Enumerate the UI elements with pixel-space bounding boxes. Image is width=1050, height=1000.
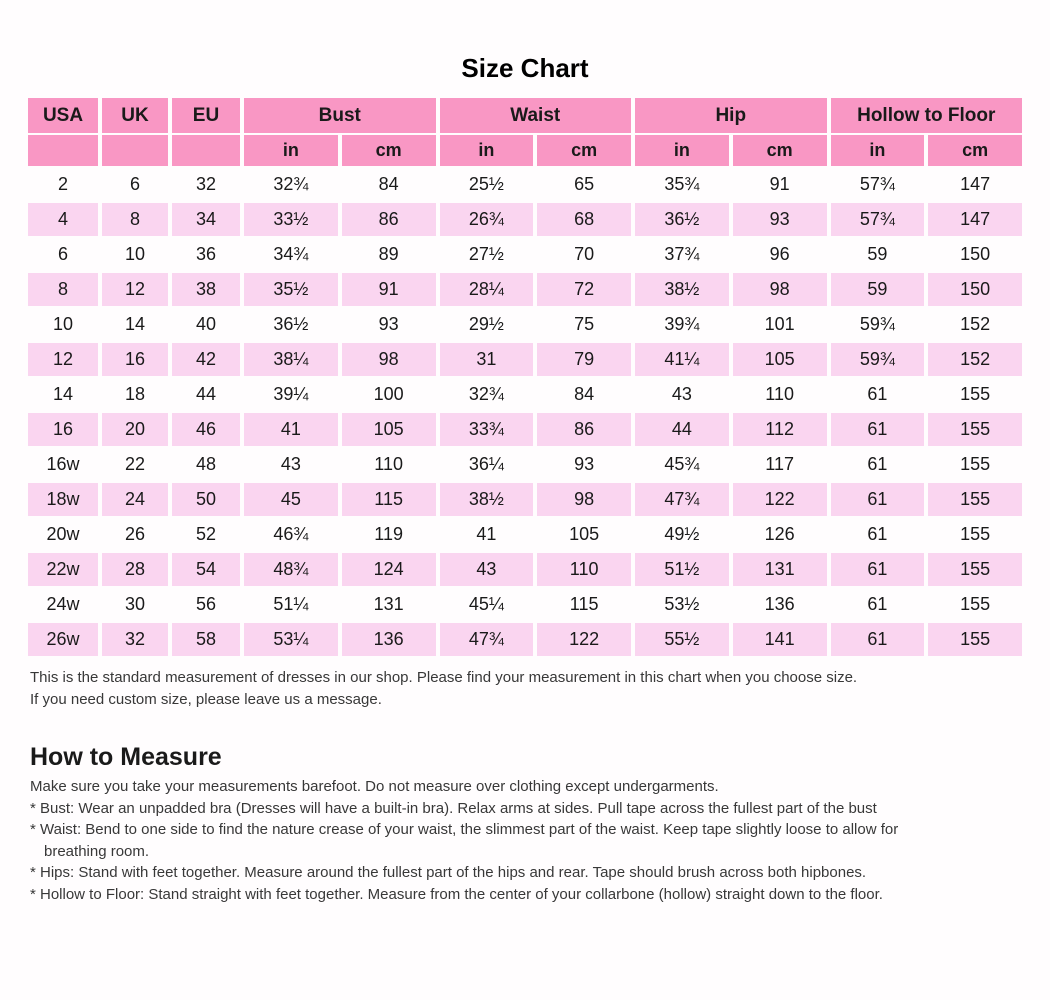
how-to-measure-heading: How to Measure (30, 743, 222, 771)
size-cell: 47¾ (635, 483, 729, 516)
size-cell: 110 (765, 384, 794, 404)
size-cell: 25½ (468, 174, 504, 194)
table-row (28, 553, 1022, 586)
size-cell: 27½ (468, 244, 504, 264)
size-cell: 2 (57, 174, 68, 194)
unit-header-in: in (635, 135, 729, 166)
size-cell: 37¾ (664, 244, 700, 264)
size-cell: 152 (960, 314, 991, 334)
size-cell: 49½ (664, 524, 700, 544)
size-cell: 39¼ (273, 384, 309, 404)
column-header-uk: UK (102, 98, 168, 133)
table-row (28, 343, 1022, 376)
size-cell: 36¼ (468, 454, 504, 474)
unit-header-cm: cm (733, 135, 827, 166)
size-cell: 30 (124, 594, 146, 614)
size-cell: 136 (342, 623, 436, 656)
size-cell: 16w (46, 454, 80, 474)
size-cell: 6 (129, 174, 140, 194)
size-cell: 122 (537, 623, 631, 656)
size-cell: 131 (373, 594, 404, 614)
table-row (28, 273, 1022, 306)
size-cell: 40 (195, 314, 217, 334)
size-cell: 110 (374, 454, 403, 474)
note-line-2: If you need custom size, please leave us a message. (30, 690, 382, 708)
table-row (28, 238, 1022, 271)
unit-header-cm: cm (342, 135, 436, 166)
size-cell: 61 (867, 594, 888, 614)
size-cell: 150 (928, 273, 1022, 306)
size-cell: 155 (960, 594, 991, 614)
size-cell: 55½ (635, 623, 729, 656)
column-header-hip: Hip (635, 98, 827, 133)
unit-header-cm: cm (537, 135, 631, 166)
size-cell: 131 (733, 553, 827, 586)
unit-header-cm: cm (928, 135, 1022, 166)
size-cell: 47¾ (440, 623, 534, 656)
size-cell: 44 (195, 384, 217, 404)
size-cell: 45 (244, 483, 338, 516)
size-table-body (28, 168, 1022, 656)
size-cell: 86 (537, 413, 631, 446)
size-cell: 93 (378, 314, 399, 334)
size-cell: 57¾ (831, 203, 925, 236)
column-header-waist: Waist (440, 98, 632, 133)
size-cell: 48 (195, 454, 217, 474)
size-cell: 26¾ (440, 203, 534, 236)
size-cell: 59¾ (859, 314, 895, 334)
size-cell: 126 (764, 524, 795, 544)
size-cell: 52 (195, 524, 217, 544)
size-cell: 98 (733, 273, 827, 306)
size-cell: 96 (769, 244, 790, 264)
size-cell: 10 (52, 314, 74, 334)
size-cell: 45¾ (664, 454, 700, 474)
table-row (28, 308, 1022, 341)
size-cell: 59¾ (831, 343, 925, 376)
size-cell: 38½ (635, 273, 729, 306)
size-cell: 14 (124, 314, 146, 334)
size-cell: 44 (635, 413, 729, 446)
table-row (28, 413, 1022, 446)
size-cell: 28 (102, 553, 168, 586)
size-cell: 61 (831, 483, 925, 516)
size-cell: 61 (867, 384, 888, 404)
size-cell: 45¼ (468, 594, 504, 614)
column-header-usa: USA (28, 98, 98, 133)
size-cell: 155 (928, 483, 1022, 516)
size-cell: 6 (57, 244, 68, 264)
empty-header-cell (28, 135, 98, 166)
size-cell: 155 (960, 384, 991, 404)
size-cell: 61 (831, 553, 925, 586)
size-cell: 16 (28, 413, 98, 446)
size-cell: 56 (195, 594, 217, 614)
table-row (28, 483, 1022, 516)
size-cell: 26w (28, 623, 98, 656)
header-group-row (28, 98, 1022, 133)
size-cell: 72 (537, 273, 631, 306)
size-cell: 155 (928, 553, 1022, 586)
size-cell: 70 (574, 244, 595, 264)
size-cell: 16 (102, 343, 168, 376)
size-cell: 29½ (468, 314, 504, 334)
size-cell: 26 (124, 524, 146, 544)
size-cell: 48¾ (244, 553, 338, 586)
size-cell: 105 (569, 524, 600, 544)
size-cell: 65 (574, 174, 595, 194)
size-cell: 58 (172, 623, 240, 656)
unit-header-in: in (244, 135, 338, 166)
size-cell: 59 (867, 244, 888, 264)
empty-header-cell (172, 135, 240, 166)
size-cell: 89 (378, 244, 399, 264)
size-cell: 32¾ (468, 384, 504, 404)
size-cell: 24w (46, 594, 80, 614)
size-cell: 4 (28, 203, 98, 236)
size-cell: 33½ (244, 203, 338, 236)
size-cell: 75 (574, 314, 595, 334)
size-cell: 84 (574, 384, 595, 404)
size-cell: 147 (928, 203, 1022, 236)
size-cell: 155 (928, 623, 1022, 656)
size-cell: 32¾ (273, 174, 309, 194)
size-cell: 8 (28, 273, 98, 306)
size-cell: 61 (867, 454, 888, 474)
size-cell: 50 (172, 483, 240, 516)
table-row (28, 623, 1022, 656)
size-cell: 12 (28, 343, 98, 376)
column-header-eu: EU (172, 98, 240, 133)
size-cell: 32 (195, 174, 217, 194)
measure-bullet: * Waist: Bend to one side to find the nature crease of your waist, the slimmest part of the waist. Keep tape slightly loose to allow for (30, 821, 899, 838)
size-cell: 110 (537, 553, 631, 586)
size-cell: 12 (102, 273, 168, 306)
size-cell: 112 (733, 413, 827, 446)
size-cell: 124 (342, 553, 436, 586)
size-cell: 43 (671, 384, 692, 404)
size-cell: 34¾ (273, 244, 309, 264)
table-row (28, 518, 1022, 551)
size-cell: 43 (440, 553, 534, 586)
size-cell: 54 (172, 553, 240, 586)
size-cell: 152 (928, 343, 1022, 376)
size-cell: 36 (195, 244, 217, 264)
size-cell: 122 (733, 483, 827, 516)
size-cell: 14 (52, 384, 74, 404)
size-cell: 98 (537, 483, 631, 516)
size-cell: 115 (569, 594, 599, 614)
size-cell: 39¾ (664, 314, 700, 334)
standard-measurement-note (30, 667, 1050, 710)
size-cell: 24 (102, 483, 168, 516)
size-cell: 59 (831, 273, 925, 306)
size-cell: 22 (124, 454, 146, 474)
note-line-1: This is the standard measurement of dresses in our shop. Please find your measurement in this chart when you choose size. (30, 669, 858, 686)
size-cell: 18w (28, 483, 98, 516)
size-cell: 20 (102, 413, 168, 446)
size-cell: 119 (374, 524, 403, 544)
size-cell: 91 (769, 174, 790, 194)
size-cell: 51¼ (273, 594, 309, 614)
measure-bullet: * Hollow to Floor: Stand straight with feet together. Measure from the center of your collarbone (hollow) straight down to the floor. (30, 885, 883, 903)
measure-bullet-list (30, 798, 1050, 906)
size-cell: 53½ (664, 594, 700, 614)
size-cell: 32 (102, 623, 168, 656)
column-header-bust: Bust (244, 98, 436, 133)
size-cell: 155 (960, 524, 991, 544)
measure-intro: Make sure you take your measurements barefoot. Do not measure over clothing except undergarments. (30, 778, 719, 795)
size-cell: 141 (733, 623, 827, 656)
size-cell: 117 (765, 454, 794, 474)
measure-instructions (30, 776, 1050, 905)
empty-header-cell (102, 135, 168, 166)
size-cell: 46¾ (273, 524, 309, 544)
size-table-head (28, 98, 1022, 166)
table-row (28, 448, 1022, 481)
size-cell: 31 (440, 343, 534, 376)
size-cell: 115 (342, 483, 436, 516)
size-cell: 34 (172, 203, 240, 236)
unit-header-in: in (831, 135, 925, 166)
size-cell: 98 (342, 343, 436, 376)
measure-bullet-continuation: breathing room. (44, 842, 150, 860)
size-cell: 53¼ (244, 623, 338, 656)
table-row (28, 588, 1022, 621)
size-cell: 79 (537, 343, 631, 376)
size-cell: 155 (928, 413, 1022, 446)
size-cell: 41 (476, 524, 497, 544)
size-cell: 93 (574, 454, 595, 474)
size-cell: 10 (124, 244, 146, 264)
size-cell: 105 (733, 343, 827, 376)
size-cell: 28¼ (440, 273, 534, 306)
size-cell: 61 (867, 524, 888, 544)
size-cell: 20w (46, 524, 80, 544)
size-cell: 35½ (244, 273, 338, 306)
size-cell: 38¼ (244, 343, 338, 376)
size-cell: 86 (342, 203, 436, 236)
size-cell: 105 (342, 413, 436, 446)
size-cell: 41¼ (635, 343, 729, 376)
size-cell: 38 (172, 273, 240, 306)
table-row (28, 203, 1022, 236)
size-cell: 91 (342, 273, 436, 306)
size-cell: 22w (28, 553, 98, 586)
size-cell: 61 (831, 623, 925, 656)
size-cell: 68 (537, 203, 631, 236)
size-cell: 41 (244, 413, 338, 446)
unit-header-in: in (440, 135, 534, 166)
size-cell: 33¾ (440, 413, 534, 446)
size-cell: 46 (172, 413, 240, 446)
size-cell: 43 (280, 454, 301, 474)
size-cell: 147 (960, 174, 991, 194)
size-cell: 36½ (273, 314, 309, 334)
table-row (28, 168, 1022, 201)
size-cell: 51½ (635, 553, 729, 586)
size-cell: 8 (102, 203, 168, 236)
size-cell: 18 (124, 384, 146, 404)
size-cell: 101 (764, 314, 795, 334)
size-cell: 42 (172, 343, 240, 376)
measure-bullet: * Bust: Wear an unpadded bra (Dresses will have a built-in bra). Relax arms at sides. Pull tape across the fullest part of the bust (30, 799, 877, 817)
size-cell: 100 (373, 384, 404, 404)
column-header-hollow-to-floor: Hollow to Floor (831, 98, 1023, 133)
table-row (28, 378, 1022, 411)
size-cell: 35¾ (664, 174, 700, 194)
page-title: Size Chart (461, 53, 589, 83)
measure-bullet: * Hips: Stand with feet together. Measure around the fullest part of the hips and rear. Tape should brush across both hipbones. (30, 864, 867, 881)
size-cell: 38½ (440, 483, 534, 516)
size-cell: 84 (378, 174, 399, 194)
size-cell: 136 (764, 594, 795, 614)
size-cell: 150 (960, 244, 991, 264)
size-chart-table (24, 96, 1026, 658)
size-cell: 93 (733, 203, 827, 236)
size-cell: 155 (960, 454, 991, 474)
size-cell: 57¾ (859, 174, 895, 194)
size-cell: 61 (831, 413, 925, 446)
size-cell: 36½ (635, 203, 729, 236)
unit-row (28, 135, 1022, 166)
